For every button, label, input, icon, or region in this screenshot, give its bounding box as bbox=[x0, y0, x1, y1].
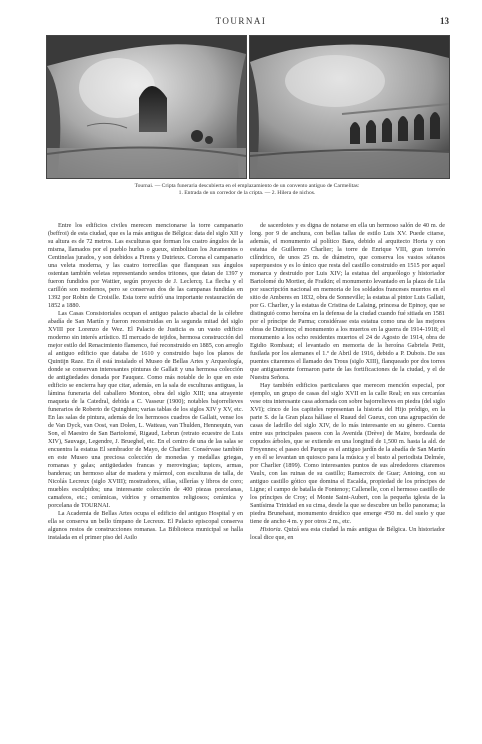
caption-line-1: Tournai. — Cripta funeraria descubierta en el emplazamiento de un convento antiguo de Carmelitas: bbox=[134, 183, 360, 189]
history-heading: Historia. bbox=[260, 526, 283, 533]
paragraph-private-buildings: Hay también edificios particulares que merecen mención especial, por ejemplo, un grupo de casas del siglo XVII en la calle Real; en sus cercanías vese otra interesante casa adornada con sobre bajorrelieves en piedra (del siglo XVI); cinco de los capiteles representan la historia del Hijo pródigo, en la parte S. de la Gran plaza hállase el Ruaud del Gueux, con una agrupación de casas de ladrillo del siglo XIV, de lo más interesante en su género. Cuenta entre sus principales paseos con la Avenida (Drève) de Maire, bordeada de copudos árboles, que se extiende en una longitud de 1,500 m. hasta la ald. de Froyennes; el paseo del Parque es el antiguo jardín de la abadía de San Martín y en él se levantan un quiosco para la música y el busto al periodista Delmée, por Charlier (1899). Como interesantes puntos de sus alrededores citaremos Vaulx, con las ruinas de su castillo; Ramecroix de Guar; Antoing, con su antiguo castillo gótico que domina el Escalda, propiedad de los príncipes de Ligne; el campo de batalla de Fontenoy; Callenelle, con el hermoso castillo de los príncipes de Croy; el Monte Saint-Aubert, con la pequeña iglesia de la Santísima Trinidad en su cima, desde la que se descubre un bello panorama; la piedra Brunehaut, monumento druídico que emerge 4'50 m. del suelo y que tiene de ancho 4 m. y por otros 2 m., etc. bbox=[250, 382, 445, 525]
photo-pair bbox=[46, 35, 448, 177]
crypt-entrance-photo bbox=[46, 35, 247, 179]
crypt-photo-1 bbox=[47, 36, 246, 178]
history-text: Quizá sea esta ciudad la más antigua de Bélgica. Un historiador local dice que, en bbox=[250, 526, 445, 541]
left-column bbox=[48, 222, 243, 542]
paragraph-academy: La Academia de Bellas Artes ocupa el edificio del antiguo Hospital y en ella se conserva un bello tímpano de Lecreux. El Palacio episcopal conserva algunos restos de construcciones romanas. La Biblioteca municipal se halla instalada en el primer piso del Asilo bbox=[48, 510, 243, 541]
right-column bbox=[250, 222, 445, 542]
paragraph-bell-tower: Entre los edificios civiles merecen mencionarse la torre campanario (beffroi) de esta ciudad, que es la más antigua de Bélgica: data del siglo XII y su altura es de 72 metros. Las esculturas que forman los cuatro ángulos de la misma, llamados por el pueblo hurlus o gueux, simbolizan los Juramentos o Centinelas jurados, y son debidos a Firens y Dutrieux. Corona el campanario una veleta moderna, y las cuatro torrecillas que flanquean sus ángulos ostentan también veletas representando sendos tritones, que datan de 1397 y fueron fundidos por Wattier, según proyecto de J. Leclercq. La flecha y el carillón son modernos, pero se conservan dos de las campanas fundidas en 1392 por Robin de Croisille. Esta torre sufrió una importante restauración de 1852 a 1880. bbox=[48, 222, 243, 309]
figure-caption bbox=[46, 183, 448, 197]
crypt-niches-photo bbox=[249, 35, 450, 179]
paragraph-monuments: de sacerdotes y es digna de notarse en ella un hermoso salón de 40 m. de long. por 9 de anchura, con bellas tallas de estilo Luis XV. Puede citarse, además, el monumento al político Bara, debido al arquitecto Horta y con estatua de Guillermo Charlier; la torre de Enrique VIII, gran torreón cilíndrico, de unos 25 m. de diámetro, que conserva los vastos sótanos superpuestos y es lo único que resta del castillo construido en 1515 por aquel monarca y destruido por Luis XIV; la estatua del arqueólogo y historiador Bartolomé du Mortier, de Fraikin; el monumento levantado en la plaza de Lila por suscripción nacional en memoria de los soldados franceses muertos en el sitio de Amberes en 1832, obra de Sonneville; la estatua al pintor Luis Gallait, por G. Charlier, y la estatua de Cristina de Lalaing, princesa de Epinoy, que se distinguió como heroína en la defensa de la ciudad cuando fué sitiada en 1581 por el príncipe de Parma; considérase esta estatua como una de las mejores obras de Dutrieux; el monumento a los muertos en la guerra de 1914-1918; el monumento a los ocho residentes muertos el 24 de Agosto de 1914, obra de Egidio Rombaut; el levantado en memoria de la heroína Gabriela Petit, fusilada por los alemanes el 1.º de Abril de 1916, debido a P. Dubois. De sus puentes citaremos el llamado des Trous (siglo XIII), flanqueado por dos torres que antiguamente formaron parte de las fortificaciones de la ciudad, y el de Nuestra Señora. bbox=[250, 222, 445, 381]
crypt-photo-2 bbox=[250, 36, 449, 178]
paragraph-history bbox=[250, 526, 445, 542]
caption-line-2: 1. Entrada de un corredor de la cripta. — 2. Hilera de nichos. bbox=[178, 190, 316, 196]
page-number: 13 bbox=[440, 16, 449, 26]
running-title: TOURNAI bbox=[215, 16, 267, 26]
paragraph-town-hall: Las Casas Consistoriales ocupan el antiguo palacio abacial de la célebre abadía de San Martín y fueron reconstruidas en la segunda mitad del siglo XVIII por Lorenzo de Wez. El Palacio de Justicia es un vasto edificio moderno sin interés artístico. El mercado de tejidos, hermosa construcción del mejor estilo del Renacimiento flamenco, fué reconstruido en 1885, con arreglo al antiguo edificio que databa de 1610 y construido bajo los planos de Quintijn Raze. En él está instalado el Museo de Bellas Artes y Arqueología, donde se conservan interesantes pinturas de Gallait y una hermosa colección de antigüedades donada por Fauquez. Como más notable de lo que en este edificio se encierra hay que citar, además, en la sala de esculturas antiguas, la lámina funeraria del caballero Monton, obra del siglo XIII; una atrayente maqueta de la Catedral, debida a C. Vasseur (1900); notables bajorrelieves funerarios de Roberto de Quinghien; varias tablas de los siglos XIV y XV, etc. En las salas de pintura, además de los hermosos cuadros de Gallait, vense los de Van Dyck, van Oost, van Dolen, L. Watteau, van Thulden, Hennequin, van Son, el Maestro de San Bartolomé, Rigaud, Lebrun (retrato ecuestre de Luis XIV), Sauvage, Legendre, J. Brueghel, etc. En el centro de una de las salas se encuentra la estatua El sembrador de Mayo, de Charlier. Consérvase también en este Museo una preciosa colección de monedas y medallas griegas, romanas y galas; antigüedades francas y merovingias; tapices, armas, banderas; un hermoso altar de madera y mármol, con esculturas de talla, de Nicolás Lecreux (siglo XVIII); mostradores, sillas, sillerías y libros de coro; muebles esculpidos; una interesante colección de 400 piezas porcelanas, camafeos, etc.; cerámicas, vidrios y ornamentos religiosos; cerámica y porcelana de TOURNAI. bbox=[48, 310, 243, 509]
